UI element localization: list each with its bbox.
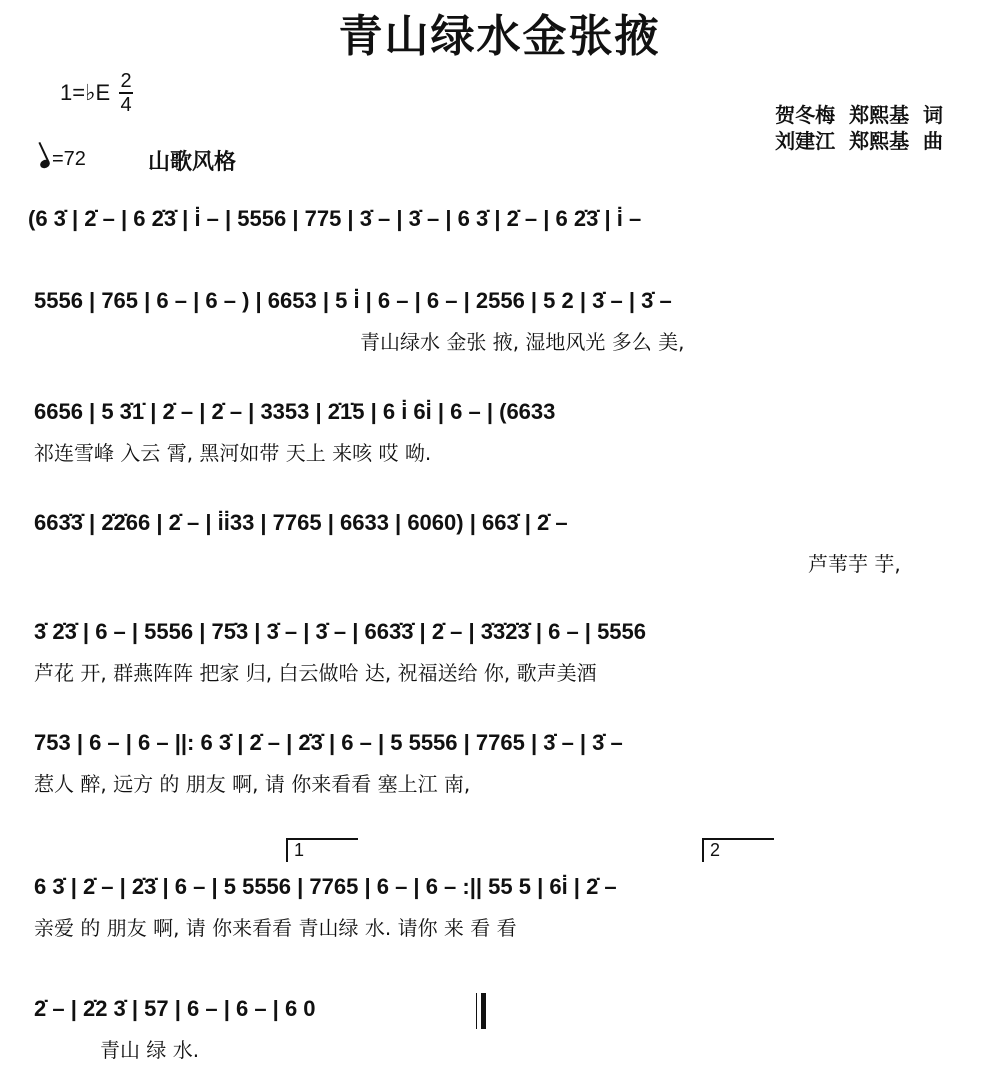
- key-signature: 1=♭E: [60, 80, 111, 105]
- notes-line-5: 3̇ 2̇3̇ | 6 – | 5556 | 75̇3 | 3̇ – | 3̇ – | 663̇3̇ | 2̇ – | 3̇3̇2̇3̇ | 6 – | 5556: [34, 619, 647, 644]
- time-signature-bottom: 4: [120, 94, 132, 116]
- notes-line-3: 6656 | 5 3̇1̇ | 2̇ – | 2̇ – | 3353 | 2̇1̇5 | 6 i̇ 6i̇ | 6 – | (6633: [34, 399, 556, 424]
- composer-credit: 刘建江 郑熙基 曲: [775, 129, 943, 153]
- notes-line-2: 5556 | 765 | 6 – | 6 – ) | 6653 | 5 i̇ | 6 – | 6 – | 2556 | 5 2 | 3̇ – | 3̇ –: [34, 288, 672, 313]
- time-signature: [118, 70, 134, 116]
- notes-line-4: 663̇3̇ | 2̇2̇66 | 2̇ – | i̇i̇33 | 7765 | 6633 | 6060) | 663̇ | 2̇ –: [34, 510, 568, 535]
- lyrics-line-7: 亲爱 的 朋友 啊, 请 你来看看 青山绿 水. 请你 来 看 看: [34, 916, 517, 940]
- second-ending-bracket: [702, 838, 774, 862]
- quarter-note-icon: [39, 158, 51, 169]
- lyricist-credit: 贺冬梅 郑熙基 词: [775, 103, 943, 127]
- first-ending-bracket: [286, 838, 358, 862]
- notes-line-8: 2̇ – | 2̇2 3̇ | 57 | 6 – | 6 – | 6 0: [34, 996, 316, 1021]
- credits: [775, 102, 943, 154]
- style-label: 山歌风格: [148, 150, 237, 175]
- lyrics-line-2: 青山绿水 金张 掖, 湿地风光 多么 美,: [360, 330, 685, 354]
- tempo-value: =72: [52, 148, 86, 170]
- tempo-marking: [40, 148, 86, 171]
- notes-line-6: 753 | 6 – | 6 – ||: 6 3̇ | 2̇ – | 2̇3̇ | 6 – | 5 5556 | 7765 | 3̇ – | 3̇ –: [34, 730, 623, 755]
- final-barline: [476, 993, 488, 1029]
- second-ending-number: 2: [710, 840, 721, 860]
- notes-line-1: (6 3̇ | 2̇ – | 6 2̇3̇ | i̇ – | 5556 | 775 | 3̇ – | 3̇ – | 6 3̇ | 2̇ – | 6 2̇3̇ | i̇ –: [28, 206, 642, 231]
- lyrics-line-3: 祁连雪峰 入云 霄, 黑河如带 天上 来咳 哎 呦.: [34, 441, 432, 465]
- notes-line-7: 6 3̇ | 2̇ – | 2̇3̇ | 6 – | 5 5556 | 7765 | 6 – | 6 – :|| 55 5 | 6i̇ | 2̇ –: [34, 874, 617, 899]
- lyrics-line-6: 惹人 醉, 远方 的 朋友 啊, 请 你来看看 塞上江 南,: [34, 772, 471, 796]
- song-title: 青山绿水金张掖: [338, 11, 661, 62]
- lyrics-line-8: 青山 绿 水.: [100, 1038, 200, 1062]
- time-signature-top: 2: [120, 70, 132, 92]
- first-ending-number: 1: [294, 840, 305, 860]
- lyrics-line-4: 芦苇芋 芋,: [808, 552, 901, 576]
- lyrics-line-5: 芦花 开, 群燕阵阵 把家 归, 白云做哈 达, 祝福送给 你, 歌声美酒: [34, 661, 597, 685]
